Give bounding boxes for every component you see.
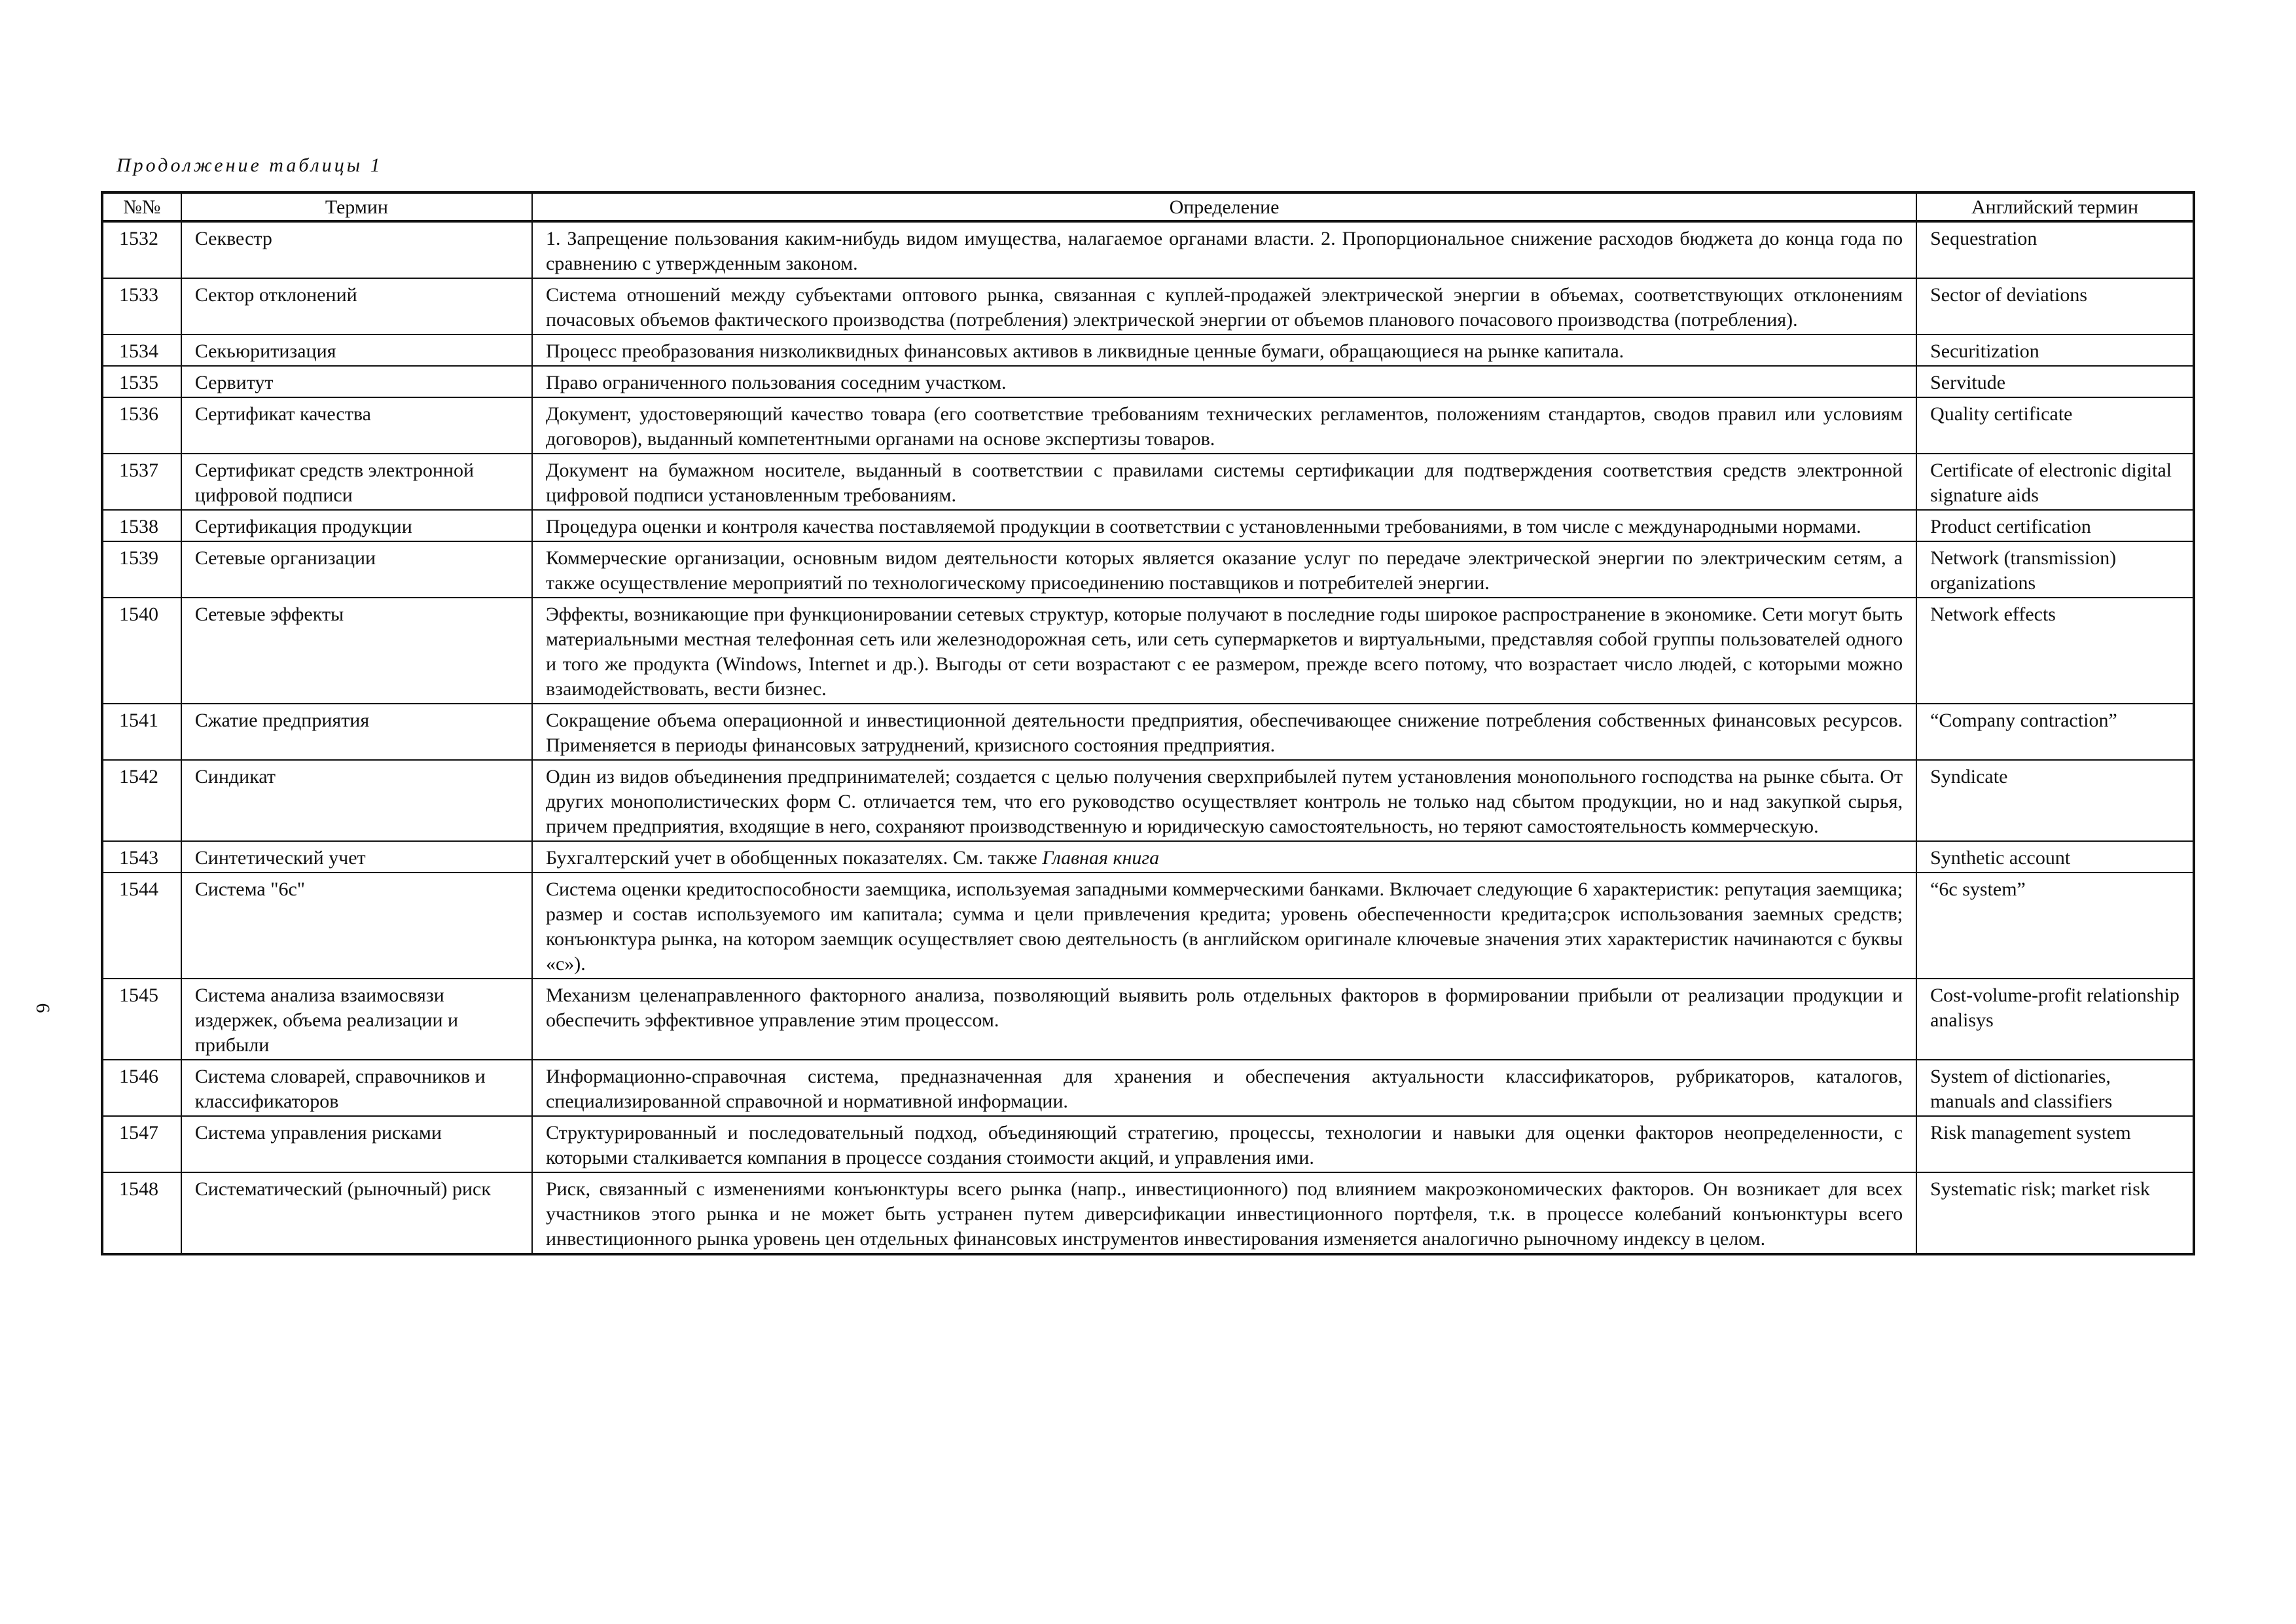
row-term: Секьюритизация: [181, 334, 532, 366]
row-english-term: Certificate of electronic digital signature aids: [1916, 454, 2194, 510]
row-number: 1544: [102, 873, 181, 979]
row-english-term: Quality certificate: [1916, 397, 2194, 454]
table-row: [102, 760, 2194, 841]
row-term: Сертификат средств электронной цифровой подписи: [181, 454, 532, 510]
row-number: 1532: [102, 221, 181, 278]
row-definition: Сокращение объема операционной и инвестиционной деятельности предприятия, обеспечивающее снижение потребления собственных финансовых ресурсов. Применяется в периоды финансовых затруднений, кризисного состояния предприятия.: [532, 704, 1916, 760]
row-english-term: System of dictionaries, manuals and classifiers: [1916, 1060, 2194, 1116]
row-term: Сертификат качества: [181, 397, 532, 454]
row-definition: [532, 841, 1916, 873]
table-row: [102, 221, 2194, 278]
row-english-term: Sector of deviations: [1916, 278, 2194, 334]
row-number: 1546: [102, 1060, 181, 1116]
row-term: Сертификация продукции: [181, 510, 532, 541]
row-number: 1535: [102, 366, 181, 397]
row-definition: Информационно-справочная система, предназначенная для хранения и обеспечения актуальности классификаторов, рубрикаторов, каталогов, специализированной справочной и нормативной информации.: [532, 1060, 1916, 1116]
row-term: Синдикат: [181, 760, 532, 841]
table-row: [102, 454, 2194, 510]
row-term: Систематический (рыночный) риск: [181, 1172, 532, 1254]
row-number: 1533: [102, 278, 181, 334]
row-term: Сетевые эффекты: [181, 598, 532, 704]
header-term: Термин: [181, 192, 532, 221]
glossary-table: [101, 191, 2195, 1255]
row-definition: Документ, удостоверяющий качество товара (его соответствие требованиям технических регламентов, положениям стандартов, сводов правил или условиям договоров), выданный компетентными органами на основе экспертизы товаров.: [532, 397, 1916, 454]
row-term: Система "6c": [181, 873, 532, 979]
row-number: 1538: [102, 510, 181, 541]
row-number: 1541: [102, 704, 181, 760]
row-english-term: Cost-volume-profit relationship analisys: [1916, 979, 2194, 1060]
row-term: Сжатие предприятия: [181, 704, 532, 760]
row-english-term: “6c system”: [1916, 873, 2194, 979]
table-header-row: [102, 192, 2194, 221]
table-row: [102, 541, 2194, 598]
row-number: 1537: [102, 454, 181, 510]
table-row: [102, 979, 2194, 1060]
row-number: 1534: [102, 334, 181, 366]
definition-text: Бухгалтерский учет в обобщенных показателях. См. также: [545, 847, 1043, 869]
row-term: Секвестр: [181, 221, 532, 278]
row-english-term: Sequestration: [1916, 221, 2194, 278]
table-row: [102, 278, 2194, 334]
row-definition: Система отношений между субъектами оптового рынка, связанная с куплей-продажей электрической энергии в объемах, соответствующих отклонениям почасовых объемов фактического производства (потребления) электрической энергии от объемов планового почасового производства (потребления).: [532, 278, 1916, 334]
table-row: [102, 1060, 2194, 1116]
row-definition: Система оценки кредитоспособности заемщика, используемая западными коммерческими банками. Включает следующие 6 характеристик: репутация заемщика; размер и состав используемого им капитала; сумма и цели привлечения кредита; уровень обеспеченности кредита;срок использования заемных средств; конъюнктура рынка, на котором заемщик осуществляет свою деятельность (в английском оригинале ключевые значения этих характеристик начинаются с буквы «с»).: [532, 873, 1916, 979]
row-definition: Документ на бумажном носителе, выданный в соответствии с правилами системы сертификации для подтверждения соответствия средств электронной цифровой подписи установленным требованиям.: [532, 454, 1916, 510]
row-term: Сектор отклонений: [181, 278, 532, 334]
row-definition: Механизм целенаправленного факторного анализа, позволяющий выявить роль отдельных факторов в формировании прибыли от реализации продукции и обеспечить эффективное управление этим процессом.: [532, 979, 1916, 1060]
table-row: [102, 841, 2194, 873]
row-term: Система анализа взаимосвязи издержек, объема реализации и прибыли: [181, 979, 532, 1060]
row-definition: 1. Запрещение пользования каким-нибудь видом имущества, налагаемое органами власти. 2. Пропорциональное снижение расходов бюджета до конца года по сравнению с утвержденным законом.: [532, 221, 1916, 278]
table-row: [102, 873, 2194, 979]
row-definition: Коммерческие организации, основным видом деятельности которых является оказание услуг по передаче электрической энергии по электрическим сетям, а также осуществление мероприятий по технологическому присоединению поставщиков и потребителей энергии.: [532, 541, 1916, 598]
row-term: Сетевые организации: [181, 541, 532, 598]
row-number: 1536: [102, 397, 181, 454]
header-number: №№: [102, 192, 181, 221]
row-english-term: Network effects: [1916, 598, 2194, 704]
table-caption: Продолжение таблицы 1: [117, 154, 383, 176]
table-row: [102, 704, 2194, 760]
row-term: Сервитут: [181, 366, 532, 397]
row-definition: Эффекты, возникающие при функционировании сетевых структур, которые получают в последние годы широкое распространение в экономике. Сети могут быть материальными местная телефонная сеть или железнодорожная сеть, или сеть супермаркетов и виртуальными, представляя собой группы пользователей одного и того же продукта (Windows, Internet и др.). Выгоды от сети возрастают с ее размером, прежде всего потому, что возрастает число людей, с которыми можно взаимодействовать, вести бизнес.: [532, 598, 1916, 704]
row-definition: Один из видов объединения предпринимателей; создается с целью получения сверхприбылей путем установления монопольного господства на рынке сбыта. От других монополистических форм С. отличается тем, что его руководство осуществляет контроль не только над сбытом продукции, но и над закупкой сырья, причем предприятия, входящие в него, сохраняют производственную и юридическую самостоятельность, но теряют самостоятельность коммерческую.: [532, 760, 1916, 841]
row-term: Система управления рисками: [181, 1116, 532, 1172]
table-row: [102, 334, 2194, 366]
row-number: 1548: [102, 1172, 181, 1254]
row-term: Синтетический учет: [181, 841, 532, 873]
row-english-term: Network (transmission) organizations: [1916, 541, 2194, 598]
row-term: Система словарей, справочников и классификаторов: [181, 1060, 532, 1116]
row-english-term: Servitude: [1916, 366, 2194, 397]
page-number: 6: [32, 1003, 54, 1013]
row-number: 1543: [102, 841, 181, 873]
table-row: [102, 366, 2194, 397]
row-english-term: Risk management system: [1916, 1116, 2194, 1172]
row-english-term: Synthetic account: [1916, 841, 2194, 873]
table-row: [102, 1116, 2194, 1172]
row-number: 1539: [102, 541, 181, 598]
row-number: 1542: [102, 760, 181, 841]
table-row: [102, 510, 2194, 541]
row-english-term: Syndicate: [1916, 760, 2194, 841]
table-row: [102, 397, 2194, 454]
row-definition: Право ограниченного пользования соседним участком.: [532, 366, 1916, 397]
row-definition: Риск, связанный с изменениями конъюнктуры всего рынка (напр., инвестиционного) под влиянием макроэкономических факторов. Он возникает для всех участников этого рынка и не может быть устранен путем диверсификации инвестиционного портфеля, т.к. в процессе колебаний конъюнктуры всего инвестиционного рынка уровень цен отдельных финансовых инструментов инвестирования изменяется аналогично рыночному индексу в целом.: [532, 1172, 1916, 1254]
row-english-term: Securitization: [1916, 334, 2194, 366]
row-definition: Процедура оценки и контроля качества поставляемой продукции в соответствии с установленными требованиями, в том числе с международными нормами.: [532, 510, 1916, 541]
row-number: 1547: [102, 1116, 181, 1172]
row-number: 1545: [102, 979, 181, 1060]
row-english-term: Systematic risk; market risk: [1916, 1172, 2194, 1254]
table-row: [102, 1172, 2194, 1254]
cross-reference-link[interactable]: Главная книга: [1042, 847, 1160, 869]
table-row: [102, 598, 2194, 704]
header-english-term: Английский термин: [1916, 192, 2194, 221]
row-english-term: Product certification: [1916, 510, 2194, 541]
row-definition: Процесс преобразования низколиквидных финансовых активов в ликвидные ценные бумаги, обращающиеся на рынке капитала.: [532, 334, 1916, 366]
row-english-term: “Company contraction”: [1916, 704, 2194, 760]
row-definition: Структурированный и последовательный подход, объединяющий стратегию, процессы, технологии и навыки для оценки факторов неопределенности, с которыми сталкивается компания в процессе создания стоимости акций, и управления ими.: [532, 1116, 1916, 1172]
header-definition: Определение: [532, 192, 1916, 221]
row-number: 1540: [102, 598, 181, 704]
